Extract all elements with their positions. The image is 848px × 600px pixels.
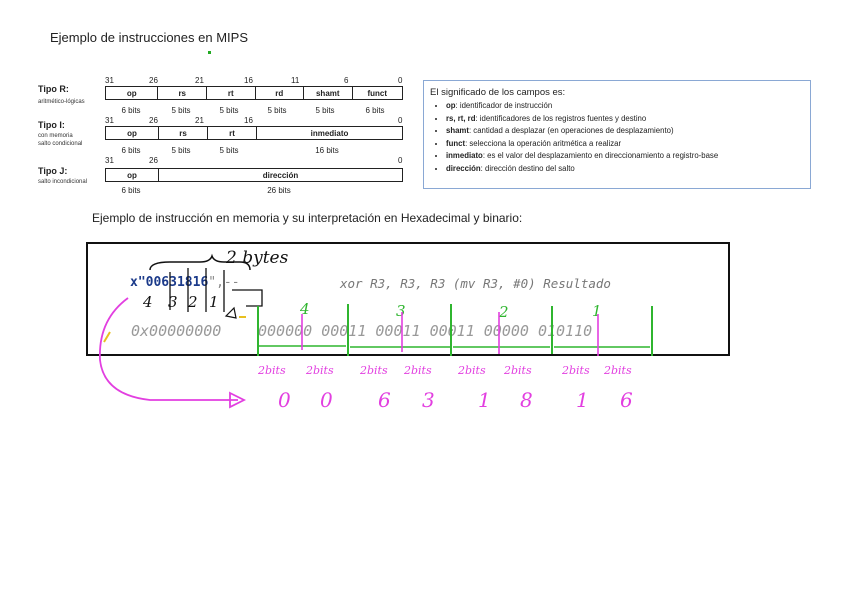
meaning-title: El significado de los campos es: bbox=[430, 87, 566, 98]
hex-digit: 1 bbox=[576, 388, 589, 412]
memory-address: 0x00000000 bbox=[131, 322, 222, 340]
bracket-stroke bbox=[232, 290, 262, 306]
bits-label: 5 bits bbox=[267, 106, 287, 115]
bits-annotation: 2bits bbox=[604, 364, 632, 377]
bits-label: 5 bits bbox=[171, 146, 191, 155]
green-byte-number: 3 bbox=[396, 302, 406, 320]
green-byte-number: 1 bbox=[592, 302, 602, 320]
bitnum: 16 bbox=[244, 76, 253, 85]
field-inmediato: inmediato bbox=[310, 128, 349, 138]
tipo-i-desc2: salto condicional bbox=[38, 141, 83, 147]
byte-index: 2 bbox=[188, 293, 198, 311]
list-item: • rs, rt, rd: identificadores de los registros fuentes y destino bbox=[446, 113, 804, 126]
list-item: • dirección: dirección destino del salto bbox=[446, 163, 804, 176]
bitnum: 0 bbox=[398, 156, 403, 165]
hex-digit: 1 bbox=[478, 388, 491, 412]
bits-annotation: 2bits bbox=[504, 364, 532, 377]
green-bracket bbox=[258, 346, 650, 347]
bitnum: 21 bbox=[195, 116, 204, 125]
tipo-r-desc: aritmético-lógicas bbox=[38, 99, 85, 105]
bits-label: 6 bits bbox=[121, 186, 141, 195]
bits-label: 6 bits bbox=[121, 146, 141, 155]
hex-value: 00631816 bbox=[145, 275, 209, 290]
list-item: • inmediato: es el valor del desplazamiento en direccionamiento a registro-base bbox=[446, 150, 804, 163]
bits-annotation: 2bits bbox=[360, 364, 388, 377]
field-rt: rt bbox=[208, 127, 257, 139]
bitnum: 31 bbox=[105, 116, 114, 125]
bits-label: 5 bits bbox=[171, 106, 191, 115]
list-item: • funct: selecciona la operación aritmética a realizar bbox=[446, 138, 804, 151]
field-rs: rs bbox=[159, 127, 208, 139]
bits-label: 5 bits bbox=[315, 106, 335, 115]
green-byte-number: 2 bbox=[499, 303, 509, 321]
bitnum: 21 bbox=[195, 76, 204, 85]
bits-annotation: 2bits bbox=[404, 364, 432, 377]
list-item: • op: identificador de instrucción bbox=[446, 100, 804, 113]
field-op: op bbox=[106, 87, 158, 99]
green-divider bbox=[258, 304, 652, 356]
field-shamt: shamt bbox=[304, 87, 353, 99]
brace-stroke bbox=[150, 256, 250, 270]
yellow-mark bbox=[104, 332, 110, 342]
hex-digit: 6 bbox=[378, 388, 391, 412]
tipo-j-label: Tipo J: bbox=[38, 166, 68, 176]
bits-annotation: 2bits bbox=[562, 364, 590, 377]
hex-digit: 0 bbox=[278, 388, 291, 412]
small-arrow-stroke bbox=[226, 308, 236, 318]
tipo-i-desc1: con memoria bbox=[38, 133, 73, 139]
tipo-r-label: Tipo R: bbox=[38, 84, 69, 94]
bitnum: 0 bbox=[398, 76, 403, 85]
bitnum: 31 bbox=[105, 76, 114, 85]
byte-index: 3 bbox=[168, 293, 178, 311]
bits-label: 16 bits bbox=[315, 146, 339, 155]
bits-annotation: 2bits bbox=[306, 364, 334, 377]
byte-index: 1 bbox=[209, 293, 219, 311]
bits-annotation: 2bits bbox=[458, 364, 486, 377]
tipo-j-desc: salto incondicional bbox=[38, 179, 88, 185]
divider-stroke bbox=[170, 268, 224, 312]
hex-digit: 8 bbox=[520, 388, 533, 412]
instruction-comment: xor R3, R3, R3 (mv R3, #0) Resultado bbox=[340, 276, 611, 291]
bitnum: 26 bbox=[149, 156, 158, 165]
hex-literal: x"00631816",-- bbox=[130, 275, 240, 290]
bits-label: 6 bits bbox=[121, 106, 141, 115]
bitnum: 26 bbox=[149, 116, 158, 125]
bitnum: 0 bbox=[398, 116, 403, 125]
field-funct: funct bbox=[367, 88, 388, 98]
field-rd: rd bbox=[256, 87, 305, 99]
binary-value: 000000 00011 00011 00011 00000 010110 bbox=[258, 322, 593, 340]
bits-label: 5 bits bbox=[219, 146, 239, 155]
bits-label: 5 bits bbox=[219, 106, 239, 115]
bitnum: 26 bbox=[149, 76, 158, 85]
pink-arrow bbox=[100, 298, 238, 400]
bitnum: 6 bbox=[344, 76, 349, 85]
byte-index: 4 bbox=[143, 293, 153, 311]
hex-digit: 3 bbox=[422, 388, 435, 412]
hex-digit: 6 bbox=[620, 388, 633, 412]
page-title: Ejemplo de instrucciones en MIPS bbox=[50, 30, 248, 45]
bitnum: 16 bbox=[244, 116, 253, 125]
bits-label: 6 bits bbox=[365, 106, 385, 115]
field-op: op bbox=[106, 127, 159, 139]
list-item: • shamt: cantidad a desplazar (en operaciones de desplazamiento) bbox=[446, 125, 804, 138]
bits-annotation: 2bits bbox=[258, 364, 286, 377]
hex-digit: 0 bbox=[320, 388, 333, 412]
bitnum: 11 bbox=[291, 76, 300, 85]
memory-example-subtitle: Ejemplo de instrucción en memoria y su interpretación en Hexadecimal y binario: bbox=[92, 211, 523, 225]
field-rt: rt bbox=[207, 87, 256, 99]
field-rs: rs bbox=[158, 87, 207, 99]
bytes-annotation: 2 bytes bbox=[226, 248, 289, 268]
field-direccion: dirección bbox=[262, 170, 299, 180]
field-op: op bbox=[106, 169, 159, 181]
bits-label: 26 bits bbox=[267, 186, 291, 195]
green-byte-number: 4 bbox=[300, 300, 310, 318]
tipo-i-label: Tipo I: bbox=[38, 120, 65, 130]
bitnum: 31 bbox=[105, 156, 114, 165]
